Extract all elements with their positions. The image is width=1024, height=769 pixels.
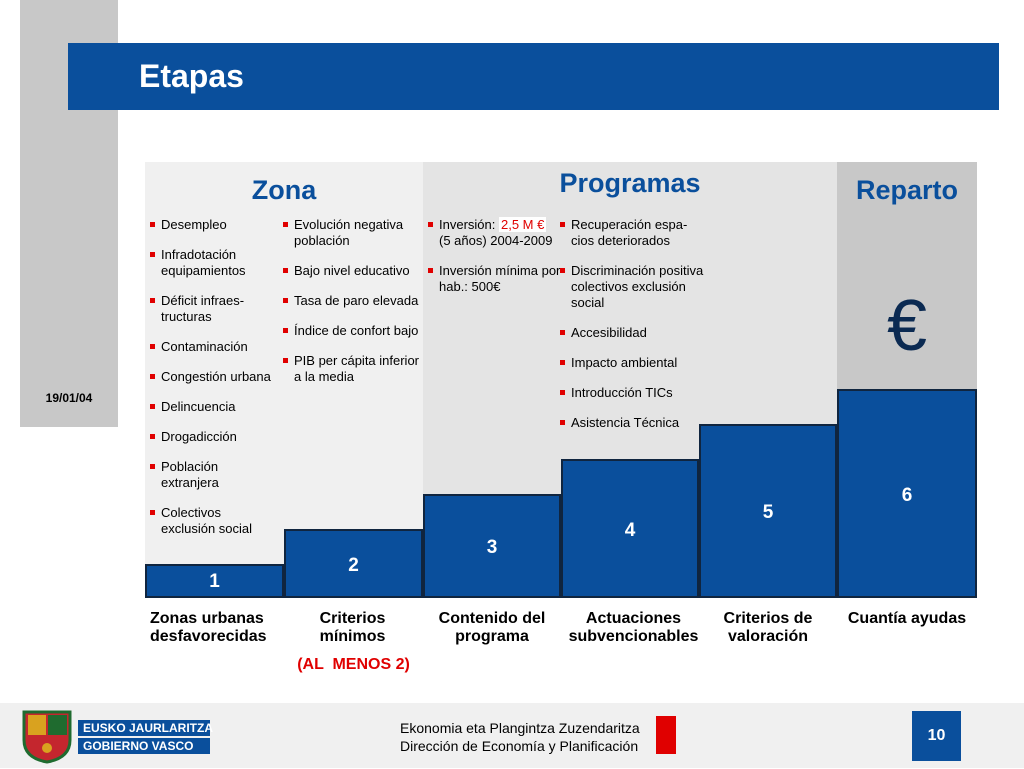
programas-heading: Programas: [559, 168, 701, 198]
step-1-label: Zonas urbanas desfavorecidas: [150, 610, 267, 645]
step-6-number: 6: [901, 485, 913, 506]
footer-line-2: Dirección de Economía y Planificación: [400, 738, 639, 754]
step-2-label: Criterios mínimos: [319, 610, 386, 645]
investment-period: (5 años) 2004-2009: [439, 233, 553, 248]
step-3-label: Contenido del programa: [438, 610, 546, 645]
step-5-number: 5: [762, 502, 774, 523]
list-item: Población extranjera: [147, 459, 277, 491]
zona-criteria-list-2: [280, 217, 422, 399]
step-5-label: Criterios de valoración: [723, 610, 813, 645]
footer-line-1: Ekonomia eta Plangintza Zuzendaritza: [400, 720, 640, 736]
list-item: Inversión mínima por hab.: 500€: [425, 263, 563, 295]
slide-date: 19/01/04: [45, 391, 93, 405]
zona-criteria-list-1: [147, 217, 277, 551]
programas-investment-list: [425, 217, 563, 309]
list-item: Evolución negativa población: [280, 217, 422, 249]
list-item: Congestión urbana: [147, 369, 277, 385]
list-item: Índice de confort bajo: [280, 323, 422, 339]
list-item: Drogadicción: [147, 429, 277, 445]
investment-amount: 2,5 M €: [500, 217, 545, 232]
investment-item: [425, 217, 563, 249]
gobierno-vasco-logo: [20, 706, 215, 764]
investment-prefix: Inversión:: [439, 217, 499, 232]
list-item: PIB per cápita inferior a la media: [280, 353, 422, 385]
logo-line-1: EUSKO JAURLARITZA: [83, 721, 214, 735]
list-item: Impacto ambiental: [557, 355, 707, 371]
step-4-number: 4: [624, 520, 636, 541]
list-item: Tasa de paro elevada: [280, 293, 422, 309]
list-item: Asistencia Técnica: [557, 415, 707, 431]
list-item: Colectivos exclusión social: [147, 505, 277, 537]
euro-icon: €: [886, 286, 928, 366]
list-item: Discriminación positiva colectivos exclusión social: [557, 263, 707, 311]
step-1-number: 1: [209, 571, 220, 592]
step-3-number: 3: [486, 537, 498, 558]
programas-actions-list: [557, 217, 707, 445]
list-item: Accesibilidad: [557, 325, 707, 341]
list-item: Contaminación: [147, 339, 277, 355]
list-item: Infradotación equipamientos: [147, 247, 277, 279]
list-item: Déficit infraes-tructuras: [147, 293, 277, 325]
list-item: Recuperación espa-cios deteriorados: [557, 217, 707, 249]
red-accent-block: [656, 716, 676, 754]
reparto-heading: Reparto: [855, 175, 958, 205]
zona-heading: Zona: [251, 175, 317, 205]
step-4-label: Actuaciones subvencionables: [568, 610, 699, 645]
list-item: Introducción TICs: [557, 385, 707, 401]
step-6-label: Cuantía ayudas: [847, 610, 967, 627]
list-item: Desempleo: [147, 217, 277, 233]
logo-line-2: GOBIERNO VASCO: [83, 739, 194, 753]
list-item: Delincuencia: [147, 399, 277, 415]
list-item: Bajo nivel educativo: [280, 263, 422, 279]
step-2-note: (AL MENOS 2): [297, 656, 410, 673]
coat-of-arms-icon: [20, 706, 215, 764]
step-2-number: 2: [348, 555, 359, 576]
page-number: 10: [912, 711, 961, 761]
slide-title: Etapas: [139, 58, 244, 94]
